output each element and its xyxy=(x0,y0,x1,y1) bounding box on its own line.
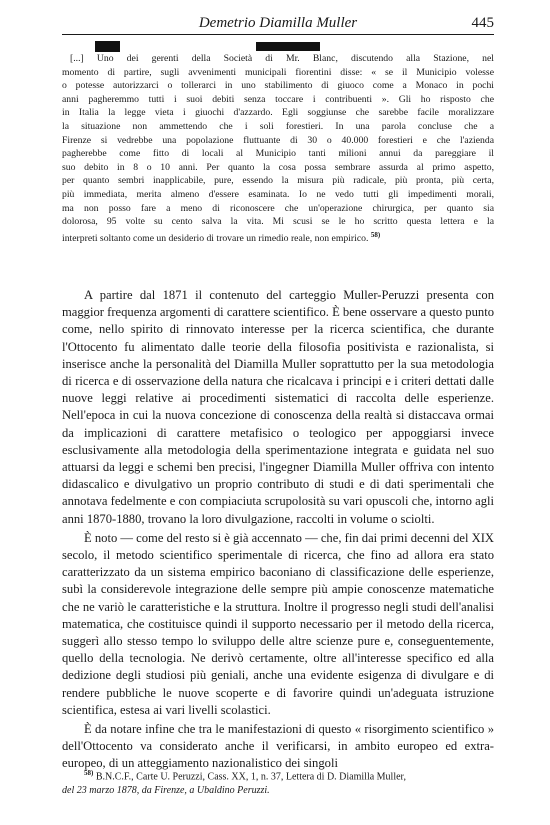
footnote xyxy=(62,766,494,798)
footnote-reference: 58) xyxy=(370,230,381,239)
quote-line: anni pagheremmo tutti i suoi debiti senza toccare i contribuenti ». Gli ho risposto che xyxy=(62,93,494,105)
quote-line: la situazione non ammettendo che i soli forestieri. In una parola concluse che a xyxy=(62,120,494,132)
quote-line: [...] Uno dei gerenti della Società di Mr. Blanc, discutendo alla Stazione, nel xyxy=(70,53,494,64)
footnote-text-2: del 23 marzo 1878, da Firenze, a Ubaldino Peruzzi. xyxy=(62,785,270,797)
quote-line-text: interpreti soltanto come un desiderio di trovare un rimedio reale, non empirico. xyxy=(62,232,369,244)
quote-line: suo debito in 8 o 10 anni. Per quanto la cosa possa sembrare assurda al primo aspetto, xyxy=(62,161,494,173)
footnote-line xyxy=(62,784,494,798)
running-title: Demetrio Diamilla Muller xyxy=(198,15,358,31)
quote-line-last xyxy=(62,229,494,246)
header-rule xyxy=(62,34,494,35)
footnote-text-1: B.N.C.F., Carte U. Peruzzi, Cass. XX, 1, n. 37, Lettera di D. Diamilla Muller, xyxy=(95,771,406,783)
quote-line: Firenze si vedrebbe una popolazione fluttuante di 30 o 40.000 forestieri e che l'azienda xyxy=(62,134,494,146)
block-quotation xyxy=(62,52,494,246)
redaction-mark xyxy=(95,41,120,52)
quote-line: o potesse autorizzarci o tollerarci in uno stabilimento di giuoco come a Monaco in pochi xyxy=(62,80,494,92)
quote-line: per quanto sembri inapplicabile, pure, essendo la misura più radicale, più pronta, più certa, xyxy=(62,175,494,187)
paragraph: È noto — come del resto si è già accennato — che, fin dai primi decenni del XIX secolo, il metodo scientifico sperimentale di ricerca, che fino ad allora era stato caratterizzato da un sistema empirico baconiano di classificazione delle esperienze, subì la considerevole integrazione delle sempre più ampie conoscenze matematiche che ne variò le caratteristiche e la struttura. Inoltre il progresso negli studi dell'analisi matematica, che costituisce quindi il supporto necessario per il metodo della ricerca, suggerì allo stesso tempo lo sviluppo delle altre scienze pure e, conseguentemente, quello della tecnologia. Ne derivò certamente, oltre all'interesse specifico ed alla dedizione degli studiosi più geniali, anche una evidente esigenza di divulgare e di rendere pubbliche le nuove scoperte e di favorire quindi un'adeguata istruzione scientifica, estesa ai vari livelli scolastici. xyxy=(62,530,494,717)
quote-line: in Italia la legge vieta i giuochi d'azzardo. Egli soggiunse che sarebbe facile moralizzare xyxy=(62,107,494,119)
redaction-mark xyxy=(256,41,320,52)
quote-line: pagherebbe come fitto di locali al Municipio tanti milioni annui da pareggiare il xyxy=(62,148,494,160)
body-text xyxy=(62,287,494,775)
paragraph: È da notare infine che tra le manifestazioni di questo « risorgimento scientifico » dell'Ottocento va considerato anche il verificarsi, in ambito europeo ed extra-europeo, di un atteggiamento nazionalistico dei singoli xyxy=(62,722,494,771)
quote-line: momento di partire, sugli avvenimenti municipali fiorentini disse: « se il Municipio volesse xyxy=(62,66,494,78)
quote-line: dolorosa, 95 volte su cento salva la vita. Mi scusi se le ho scritto questa lettera e la xyxy=(62,216,494,228)
quote-line: ma non posso fare a meno di riconoscere che un'operazione chirurgica, per quanto sia xyxy=(62,202,494,214)
footnote-marker: 58) xyxy=(84,769,94,777)
footnote-line xyxy=(62,766,494,784)
running-header xyxy=(62,14,494,36)
paragraph: A partire dal 1871 il contenuto del carteggio Muller-Peruzzi presenta con maggior frequenza argomenti di carattere scientifico. È bene osservare a questo punto come, nello spirito di rinnovato interesse per la ricerca scientifica, che durante l'Ottocento fu alimentato dalle teorie della filosofia positivista e razionalista, si inserisce anche la personalità del Diamilla Muller soprattutto per la sua metodologia di ricerca e di osservazione della natura che ricalcava i principi e i criteri dettati dalle nuove leggi relative ai procedimenti sistematici di raccolta delle esperienze. Nell'epoca in cui la nuova concezione di conoscenza della realtà si distaccava ormai da implicazioni di carattere metafisico o teologico per appoggiarsi invece esclusivamente alla metodologia della sperimentazione integrata e guidata nel suo attuarsi da leggi e schemi ben precisi, l'ingegner Diamilla Muller offriva con intento didascalico e divulgativo un proprio contributo di studi e di dati sperimentali che annotava fedelmente e con compiaciuta scrupolosità su vari opuscoli che, intorno agli anni 1870-1880, trovano la loro divulgazione, raccolti in volume o sciolti. xyxy=(62,288,494,526)
page-number: 445 xyxy=(471,15,494,31)
quote-line: più immediata, merita almeno d'essere esaminata. Io ne vedo tutti gli impedimenti morali, xyxy=(62,188,494,200)
